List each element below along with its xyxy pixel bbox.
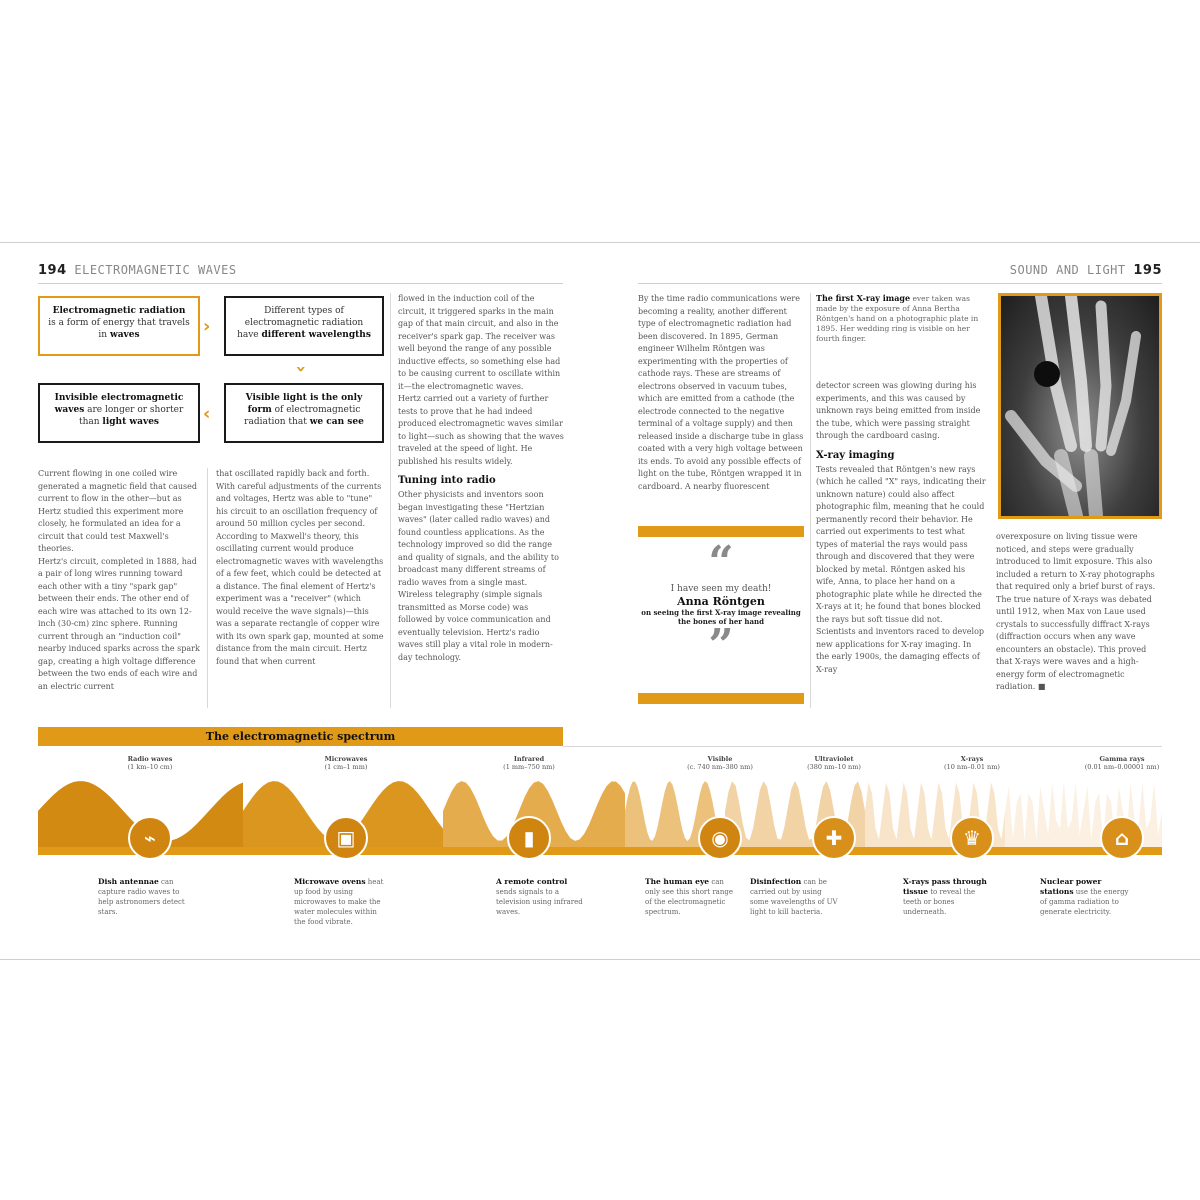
application-text: can only see this short range of the electromagnetic spectrum. xyxy=(645,878,733,916)
pull-quote xyxy=(638,526,804,704)
column-rule xyxy=(810,293,811,708)
application-title: Microwave ovens xyxy=(294,877,366,886)
flow-box-bold: light waves xyxy=(102,417,159,427)
caption-bold: The first X-ray image xyxy=(816,293,911,303)
application-title: Dish antennae xyxy=(98,877,159,886)
quote-attribution: on seeing the first X-ray image revealing the bones of her hand xyxy=(641,608,801,626)
right-page-header xyxy=(1010,263,1162,278)
band-label xyxy=(286,755,406,771)
body-column-3 xyxy=(398,293,564,708)
flow-box-bold: waves xyxy=(109,330,140,340)
flow-box-bold: we can see xyxy=(309,417,364,427)
band-name: Gamma rays xyxy=(1099,755,1145,763)
band-range: (1 km–10 cm) xyxy=(127,763,173,771)
band-label xyxy=(90,755,210,771)
application-caption xyxy=(496,877,586,917)
subheading-tuning-radio: Tuning into radio xyxy=(398,475,496,486)
application-caption xyxy=(98,877,188,917)
flow-box-invisible xyxy=(38,383,200,443)
left-page-number: 194 xyxy=(38,263,67,278)
spectrum-wave xyxy=(38,771,1162,857)
application-text: to reveal the teeth or bones underneath. xyxy=(903,888,976,916)
quote-bar-top xyxy=(638,526,804,537)
application-text: can be carried out by using some wavelengths of UV light to kill bacteria. xyxy=(750,878,838,916)
left-page-title: ELECTROMAGNETIC WAVES xyxy=(74,263,237,277)
eye-icon: ◉ xyxy=(698,816,742,860)
xray-caption xyxy=(816,293,986,344)
caption-text: ever taken was made by the exposure of Anna Bertha Röntgen's hand on a photographic plate in 1895. Her wedding ring is visible on her fourth finger. xyxy=(816,294,979,343)
band-range: (1 cm–1 mm) xyxy=(324,763,368,771)
arrow-right-icon: › xyxy=(203,316,211,337)
right-page-number: 195 xyxy=(1133,263,1162,278)
xray-hand-image xyxy=(998,293,1162,519)
body-column-2: that oscillated rapidly back and forth. With careful adjustments of the currents and voltages, Hertz was able to "tune" his circuit to an oscillation frequency of around 50 million cycles per second. According to Maxwell's theory, this oscillating current would produce electromagnetic waves with wavelengths of a few feet, which could be detected at a distance. The final element of Hertz's experiment was a "receiver" (which would receive the wave signals)—this was a separate rectangle of copper wire with its own spark gap, mounted at some distance from the main circuit. Hertz found that when current xyxy=(216,469,384,666)
arrow-down-icon: › xyxy=(290,365,312,373)
band-range: (10 nm–0.01 nm) xyxy=(944,763,1000,771)
band-name: X-rays xyxy=(960,755,984,763)
body-column-3-text-b: Other physicists and inventors soon began investigating these "Hertzian waves" (later called radio waves) and found countless applications. As the technology improved so did the range and quality of signals, and the ability to broadcast many different streams of radio waves from a single mast. Wireless telegraphy (simple signals transmitted as Morse code) was followed by voice communication and eventually television. Hertz's radio waves still play a vital role in modern-day technology. xyxy=(398,490,559,662)
application-caption xyxy=(645,877,735,917)
band-name: Ultraviolet xyxy=(814,755,854,763)
flow-box-text: Different types of electromagnetic radiation have xyxy=(237,306,364,340)
band-name: Microwaves xyxy=(324,755,368,763)
power-station-icon: ⌂ xyxy=(1100,816,1144,860)
application-caption xyxy=(1040,877,1130,917)
flow-box-bold: Visible light is the only form xyxy=(245,393,363,415)
flow-box-text: of electromagnetic radiation that xyxy=(244,405,361,427)
body-column-5 xyxy=(816,380,986,710)
spectrum-rule xyxy=(563,746,1162,747)
flow-box-bold: different wavelengths xyxy=(261,330,371,340)
body-column-6: overexposure on living tissue were noticed, and steps were gradually introduced to limit exposure. This also included a return to X-ray photographs that required only a brief burst of rays. The true nature of X-rays was debated until 1912, when Max von Laue used crystals to successfully diffract X-rays (diffraction occurs when any wave encounters an obstacle). This proved that X-rays were waves and a high-energy form of electromagnetic radiation. ■ xyxy=(996,532,1156,691)
application-caption xyxy=(903,877,993,917)
application-title: The human eye xyxy=(645,877,710,886)
quote-bar-bottom xyxy=(638,693,804,704)
spectrum-baseline xyxy=(38,847,1162,855)
arrow-left-icon: › xyxy=(203,404,211,425)
right-header-rule xyxy=(638,283,1162,284)
band-label xyxy=(774,755,894,771)
body-column-5-text: detector screen was glowing during his experiments, and this was caused by unknown rays being emitted from inside the tube, which were passing straight through the cardboard casing. xyxy=(816,381,981,440)
application-text: sends signals to a television using infrared waves. xyxy=(496,888,583,916)
column-rule xyxy=(390,293,391,708)
close-quote-icon: ” xyxy=(708,620,734,671)
band-label xyxy=(469,755,589,771)
cross-icon: ✚ xyxy=(812,816,856,860)
flow-box-radiation xyxy=(38,296,200,356)
application-text: can capture radio waves to help astronomers detect stars. xyxy=(98,878,185,916)
quote-text: I have seen my death! xyxy=(670,584,772,594)
flow-box-bold: Invisible electromagnetic waves xyxy=(54,393,184,415)
xray-hand-drawing xyxy=(1001,296,1159,516)
band-range: (c. 740 nm–380 nm) xyxy=(687,763,753,771)
wedding-ring xyxy=(1034,361,1060,387)
body-column-1: Current flowing in one coiled wire generated a magnetic field that caused current to flow in the other—but as Hertz studied this experiment more closely, he formulated an idea for a circuit that could test Maxwell's theories. Hertz's circuit, completed in 1888, had a pair of long wires running toward each other with a tiny "spark gap" between their ends. The other end of each wire was attached to its own 12-inch (30-cm) zinc sphere. Running current through an "induction coil" nearby induced sparks across the spark gap, creating a high voltage difference between the two ends of each wire and an electric current xyxy=(38,469,200,691)
open-quote-icon: “ xyxy=(708,537,734,588)
application-title: Nuclear power stations xyxy=(1040,877,1102,896)
flow-box-bold: Electromagnetic radiation xyxy=(52,306,186,316)
body-column-5-text-b: Tests revealed that Röntgen's new rays (which he called "X" rays, indicating their unknown nature) could also affect photographic film, meaning that he could permanently record their behavior. He carried out experiments to test what types of material the rays would pass through and discovered that they were blocked by metal. Röntgen asked his wife, Anna, to place her hand on a photographic plate while he directed the X-rays at it; he found that bones blocked the rays but soft tissue did not. Scientists and inventors raced to develop new applications for X-ray imaging. In the early 1900s, the damaging effects of X-ray xyxy=(816,464,986,674)
column-rule xyxy=(207,468,208,708)
band-name: Radio waves xyxy=(127,755,173,763)
body-column-4: By the time radio communications were becoming a reality, another different type of electromagnetic radiation had been discovered. In 1895, German engineer Wilhelm Röntgen was experimenting with the properties of cathode rays. These are streams of electrons observed in vacuum tubes, which are emitted from a cathode (the electrode connected to the negative terminal of a voltage supply) and then released inside a discharge tube in glass coated with a very high voltage between its ends. To avoid any possible effects of light on the tube, Röntgen wrapped it in cardboard. A nearby fluorescent xyxy=(638,294,804,491)
quote-name: Anna Röntgen xyxy=(677,595,765,608)
application-title: X-rays pass through tissue xyxy=(903,877,987,896)
remote-control-icon: ▮ xyxy=(507,816,551,860)
flow-box-wavelengths xyxy=(224,296,384,356)
application-title: A remote control xyxy=(496,877,568,886)
band-range: (0.01 nm–0.00001 nm) xyxy=(1084,763,1160,771)
left-page-header xyxy=(38,263,237,278)
satellite-dish-icon: ⌁ xyxy=(128,816,172,860)
left-header-rule xyxy=(38,283,563,284)
spectrum-title: The electromagnetic spectrum xyxy=(38,727,563,746)
flow-box-text: is a form of energy that travels in xyxy=(48,318,190,340)
flow-box-text: are longer or shorter than xyxy=(78,405,184,427)
band-range: (380 nm–10 nm) xyxy=(807,763,861,771)
right-page-title: SOUND AND LIGHT xyxy=(1009,263,1126,277)
application-text: use the energy of gamma radiation to generate electricity. xyxy=(1040,888,1129,916)
band-label xyxy=(1062,755,1182,771)
microwave-icon: ▣ xyxy=(324,816,368,860)
band-label xyxy=(660,755,780,771)
tooth-icon: ♛ xyxy=(950,816,994,860)
band-label xyxy=(912,755,1032,771)
subheading-xray-imaging: X-ray imaging xyxy=(816,449,895,461)
application-title: Disinfection xyxy=(750,877,802,886)
band-name: Visible xyxy=(707,755,733,763)
band-range: (1 mm–750 nm) xyxy=(503,763,555,771)
flow-box-visible xyxy=(224,383,384,443)
application-text: heat up food by using microwaves to make the water molecules within the food vibrate. xyxy=(294,878,384,926)
body-column-3-text: flowed in the induction coil of the circuit, it triggered sparks in the main gap of that main circuit, and also in the receiver's spark gap. The receiver was well beyond the range of any possible inductive effects, so something else had to be causing current to oscillate within it—the electromagnetic waves. Hertz carried out a variety of further tests to prove that he had indeed produced electromagnetic waves similar to light—such as showing that the waves traveled at the speed of light. He published his results widely. xyxy=(398,294,564,466)
book-spread xyxy=(0,242,1200,960)
application-caption xyxy=(294,877,384,927)
band-name: Infrared xyxy=(513,755,545,763)
application-caption xyxy=(750,877,840,917)
